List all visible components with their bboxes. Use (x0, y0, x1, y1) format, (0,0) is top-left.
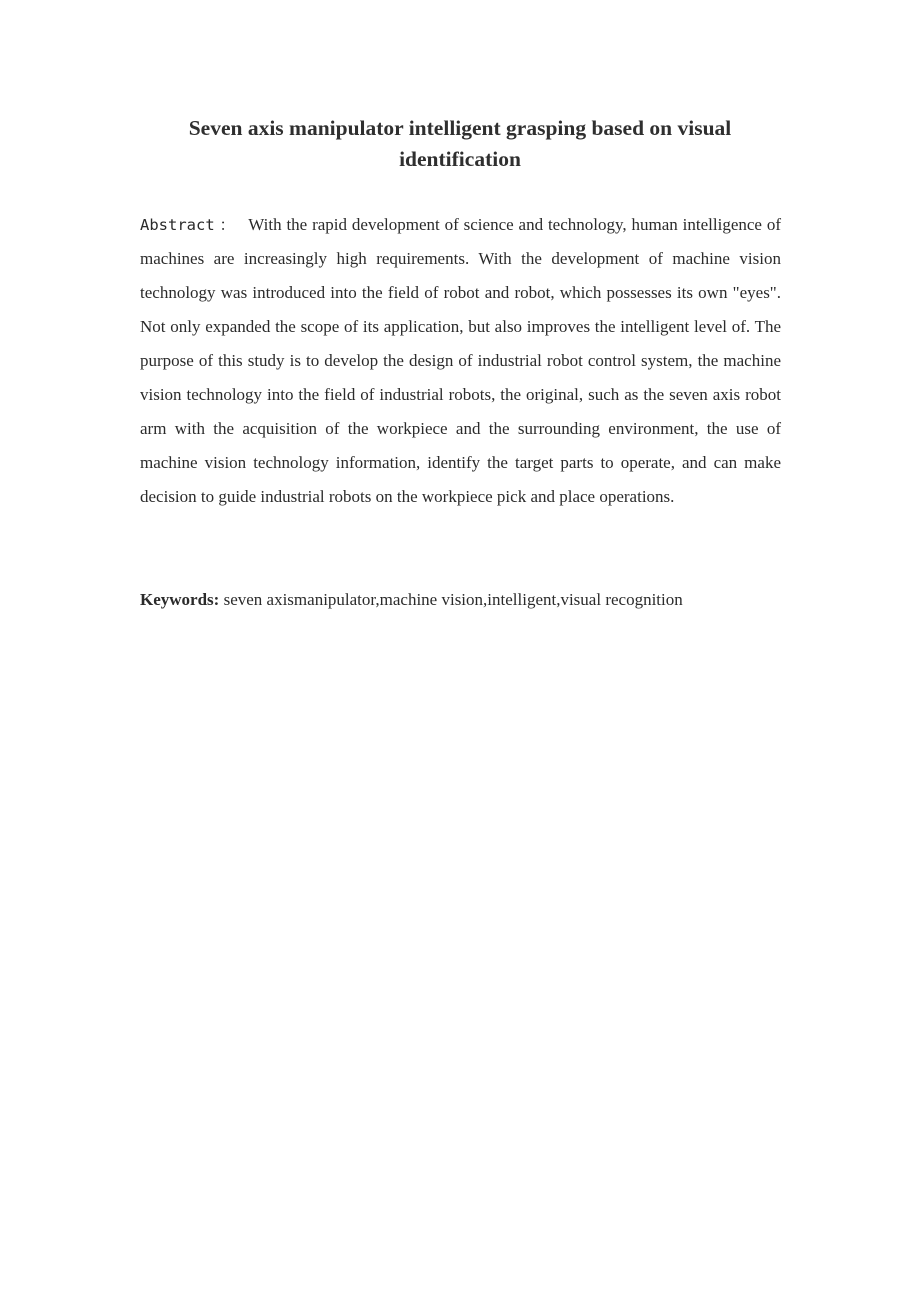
document-title: Seven axis manipulator intelligent grasping based on visual identification (188, 116, 732, 171)
abstract-text: With the rapid development of science and technology, human intelligence of machines are increasingly high requirements. With the development of machine vision technology was introduced into the field of robot and robot, which possesses its own "eyes". Not only expanded the scope of its application, but also improves the intelligent level of. The purpose of this study is to develop the design of industrial robot control system, the machine vision technology into the field of industrial robots, the original, such as the seven axis robot arm with the acquisition of the workpiece and the surrounding environment, the use of machine vision technology information, identify the target parts to operate, and can make decision to guide industrial robots on the workpiece pick and place operations. (140, 215, 782, 506)
abstract-separator: ： (219, 216, 236, 234)
keywords-label: Keywords: (140, 590, 220, 609)
abstract-paragraph (140, 208, 781, 514)
keywords-text: seven axismanipulator,machine vision,intelligent,visual recognition (223, 590, 683, 609)
keywords-line (140, 583, 781, 617)
abstract-label: Abstract (140, 216, 215, 234)
